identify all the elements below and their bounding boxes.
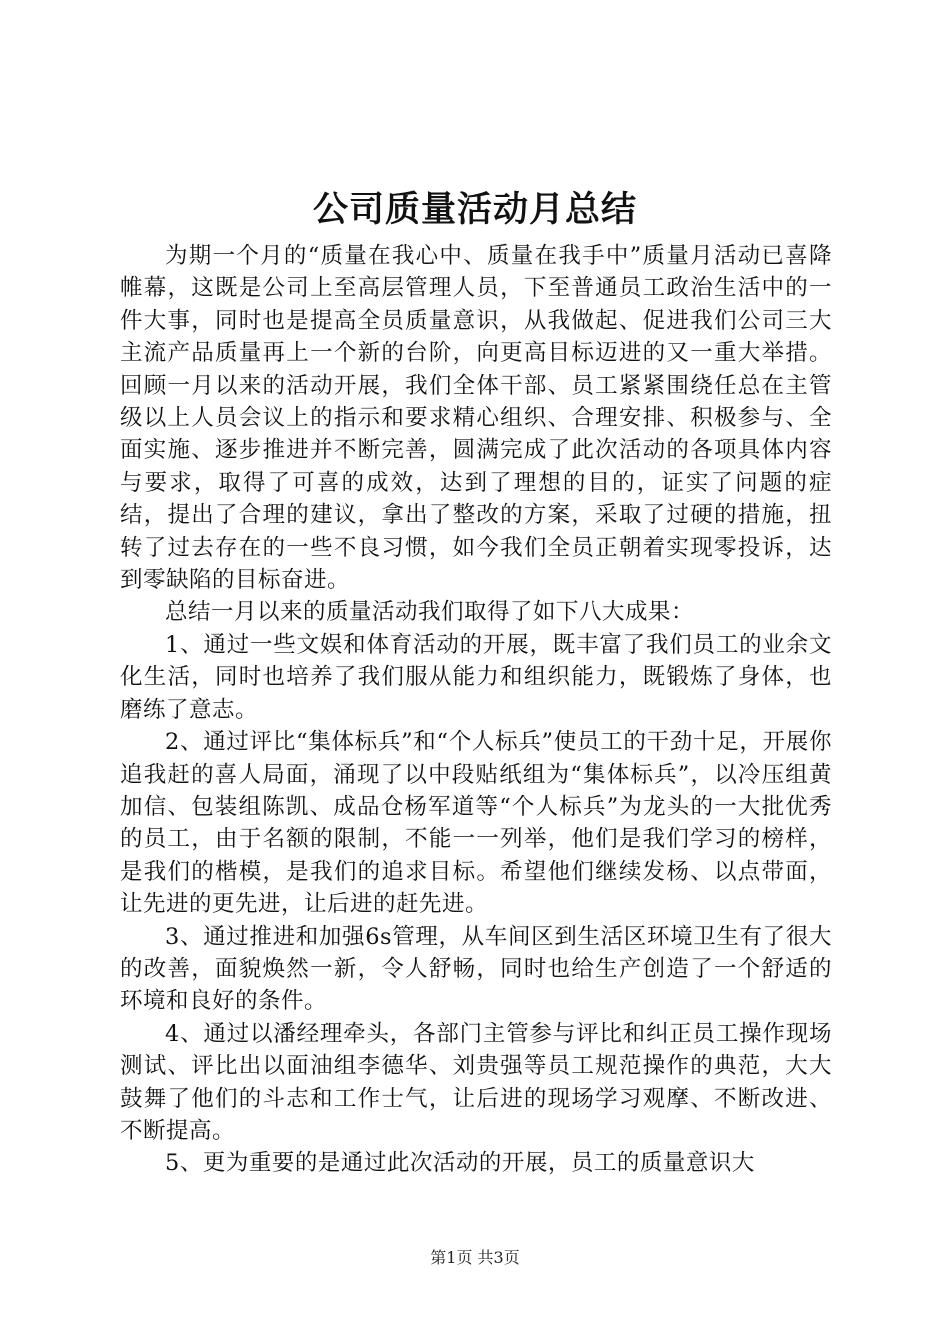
paragraph-achievement-3: 3、通过推进和加强6s管理，从车间区到生活区环境卫生有了很大的改善，面貌焕然一新，令人舒畅，同时也给生产创造了一个舒适的环境和良好的条件。 — [120, 923, 832, 1015]
paragraph-achievement-4: 4、通过以潘经理牵头，各部门主管参与评比和纠正员工操作现场测试、评比出以面油组李德华、刘贵强等员工规范操作的典范，大大鼓舞了他们的斗志和工作士气，让后进的现场学习观摩、不断改进、不断提高。 — [120, 1020, 832, 1144]
document-body — [120, 240, 832, 1180]
paragraph-achievement-5: 5、更为重要的是通过此次活动的开展，员工的质量意识大 — [165, 1150, 755, 1177]
paragraph-summary-lead: 总结一月以来的质量活动我们取得了如下八大成果： — [165, 599, 695, 626]
paragraph-achievement-2: 2、通过评比“集体标兵”和“个人标兵”使员工的干劲十足，开展你追我赶的喜人局面，涌现了以中段贴纸组为“集体标兵”，以冷压组黄加信、包装组陈凯、成品仓杨军道等“个人标兵”为龙头的一大批优秀的员工，由于名额的限制，不能一一列举，他们是我们学习的榜样，是我们的楷模，是我们的追求目标。希望他们继续发杨、以点带面，让先进的更先进，让后进的赶先进。 — [120, 729, 832, 918]
document-title: 公司质量活动月总结 — [312, 189, 637, 230]
paragraph-intro: 为期一个月的“质量在我心中、质量在我手中”质量月活动已喜降帷幕，这既是公司上至高层管理人员，下至普通员工政治生活中的一件大事，同时也是提高全员质量意识，从我做起、促进我们公司三大主流产品质量再上一个新的台阶，向更高目标迈进的又一重大举措。回顾一月以来的活动开展，我们全体干部、员工紧紧围绕任总在主管级以上人员会议上的指示和要求精心组织、合理安排、积极参与、全面实施、逐步推进并不断完善，圆满完成了此次活动的各项具体内容与要求，取得了可喜的成效，达到了理想的目的，证实了问题的症结，提出了合理的建议，拿出了整改的方案，采取了过硬的措施，扭转了过去存在的一些不良习惯，如今我们全员正朝着实现零投诉，达到零缺陷的目标奋进。 — [120, 243, 832, 594]
paragraph-achievement-1: 1、通过一些文娱和体育活动的开展，既丰富了我们员工的业余文化生活，同时也培养了我们服从能力和组织能力，既锻炼了身体，也磨练了意志。 — [120, 631, 832, 723]
page-footer: 第1页 共3页 — [430, 1248, 520, 1267]
